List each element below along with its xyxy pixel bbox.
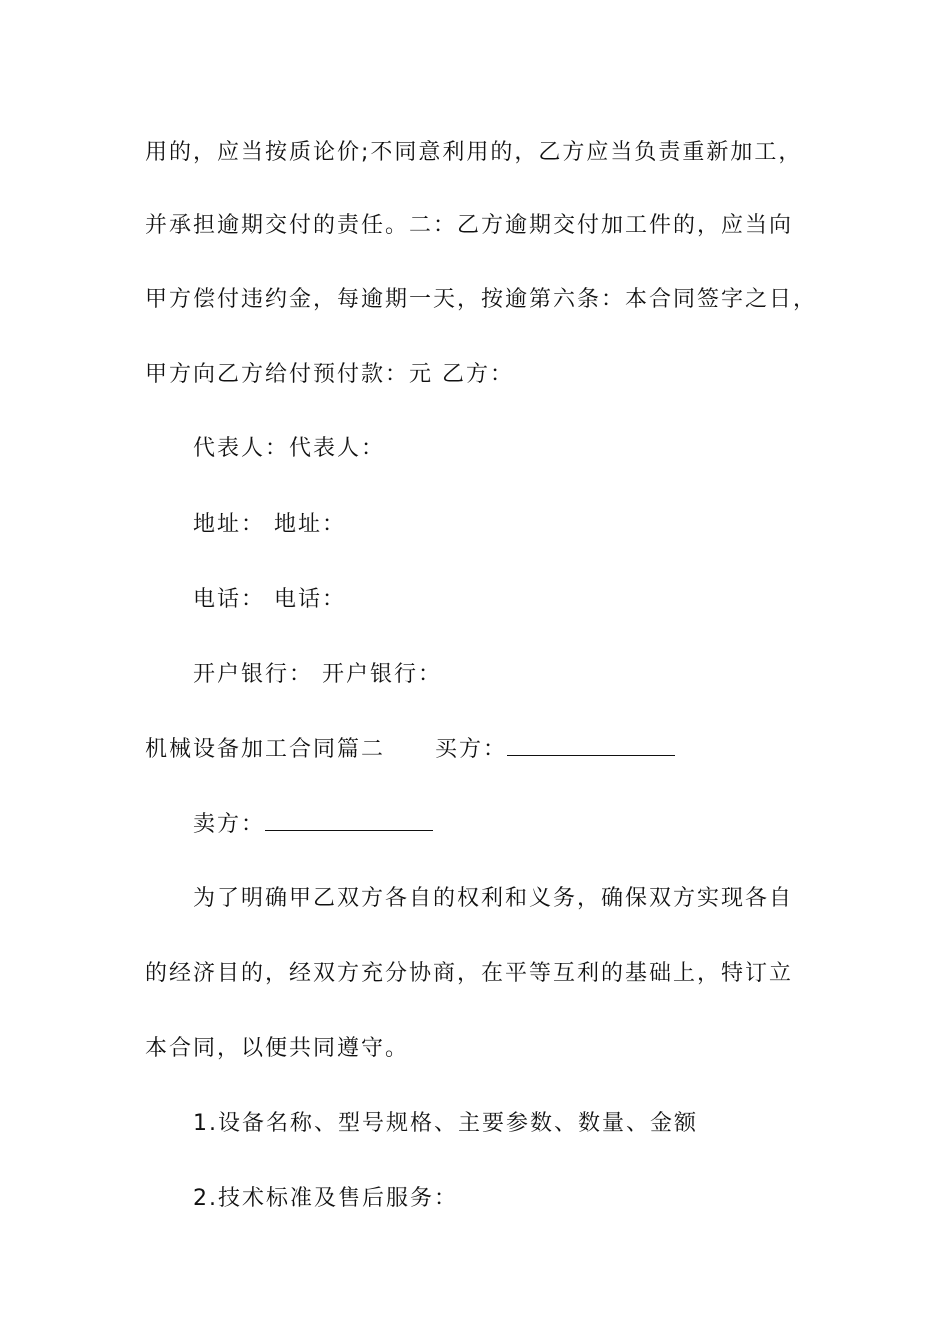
list-item: 2.技术标准及售后服务：	[193, 1186, 458, 1211]
representative-line: 代表人：代表人：	[193, 436, 386, 461]
paragraph-line: 的经济目的，经双方充分协商，在平等互利的基础上，特订立	[145, 961, 794, 986]
buyer-label: 买方：	[435, 737, 508, 762]
seller-row	[193, 810, 433, 840]
phone-line: 电话： 电话：	[193, 587, 346, 612]
section-title: 机械设备加工合同篇二	[145, 737, 386, 762]
section-heading-row	[145, 735, 675, 765]
paragraph-line: 为了明确甲乙双方各自的权利和义务，确保双方实现各自	[193, 886, 794, 911]
text-line: 用的，应当按质论价;不同意利用的，乙方应当负责重新加工，	[145, 140, 803, 165]
seller-label: 卖方：	[193, 812, 266, 837]
paragraph-line: 本合同，以便共同遵守。	[145, 1036, 410, 1061]
buyer-blank-line	[507, 737, 675, 756]
text-line: 并承担逾期交付的责任。二：乙方逾期交付加工件的，应当向	[145, 213, 794, 238]
list-item: 1.设备名称、型号规格、主要参数、数量、金额	[193, 1111, 698, 1136]
bank-line: 开户银行： 开户银行：	[193, 662, 442, 687]
text-line: 甲方偿付违约金，每逾期一天，按逾第六条：本合同签字之日，	[145, 287, 818, 312]
address-line: 地址： 地址：	[193, 512, 346, 537]
text-line: 甲方向乙方给付预付款：元 乙方：	[145, 362, 514, 387]
seller-blank-line	[265, 812, 433, 831]
